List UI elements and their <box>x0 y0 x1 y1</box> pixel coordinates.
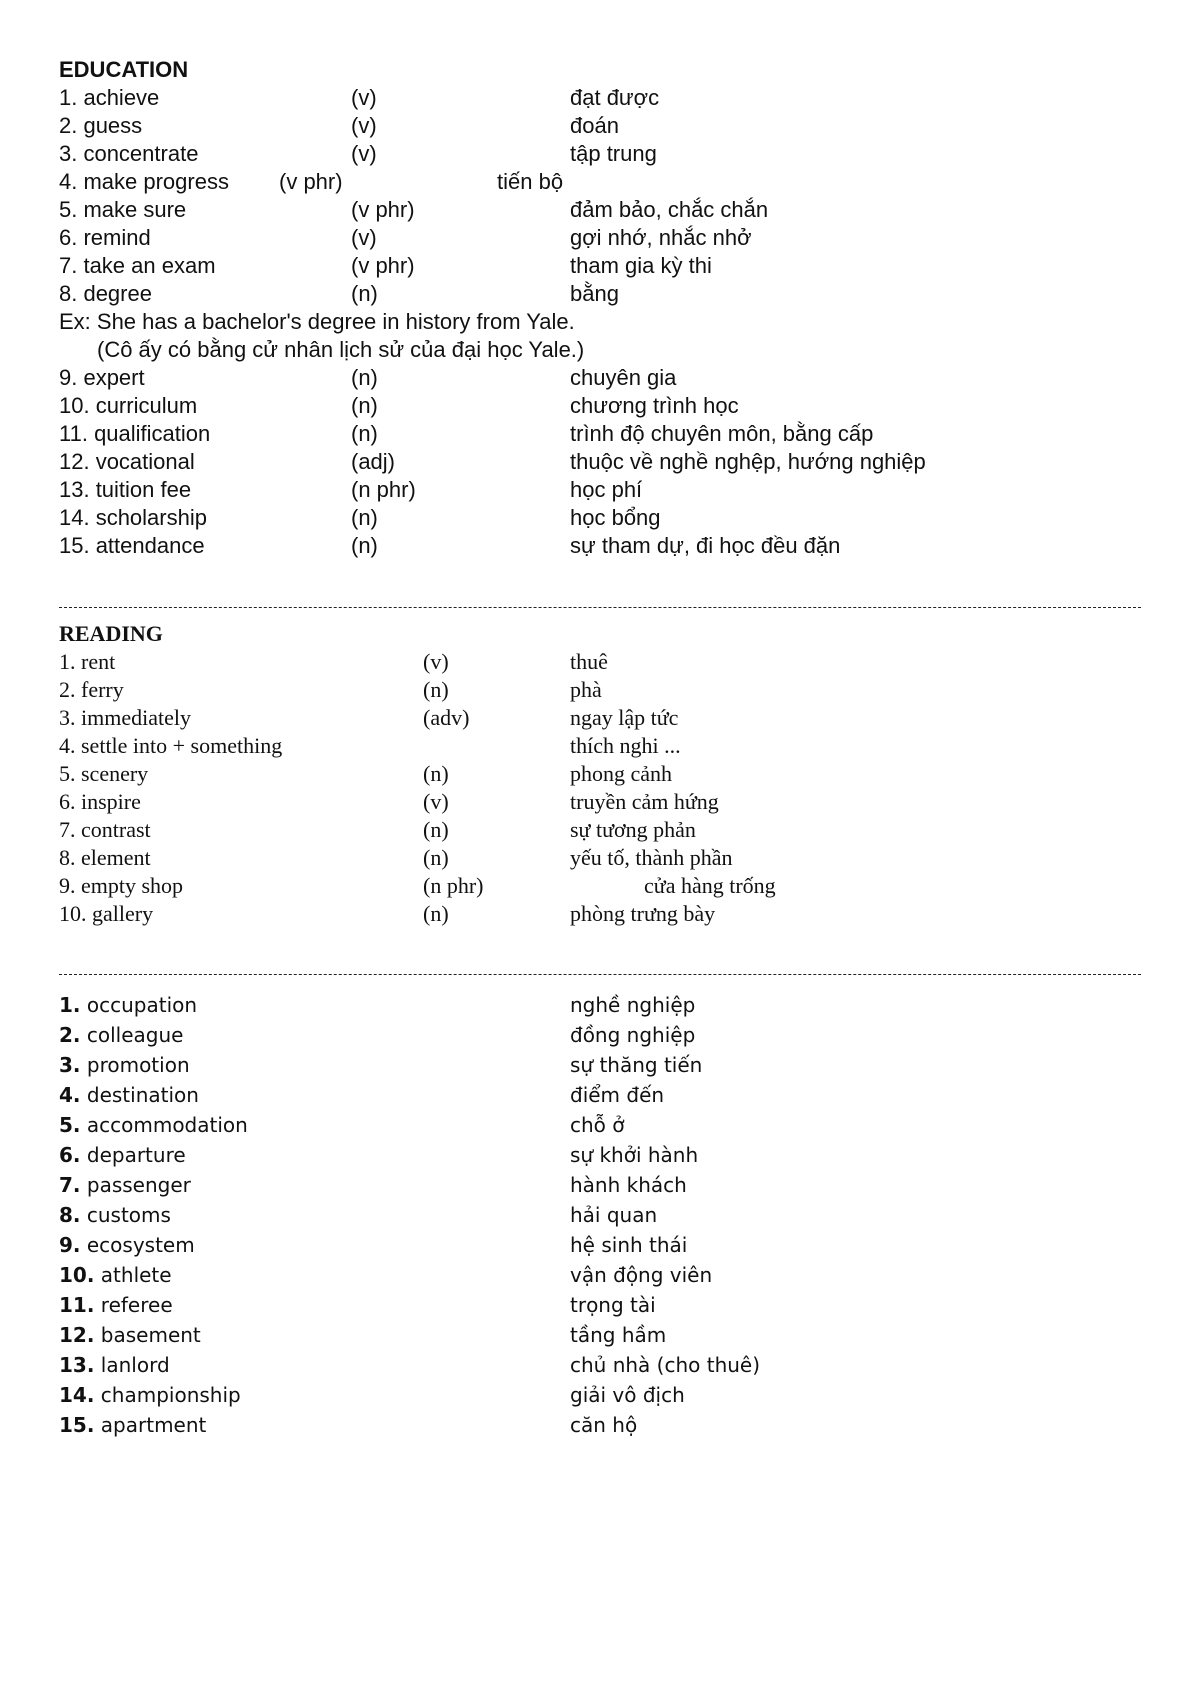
vocab-meaning: gợi nhớ, nhắc nhở <box>570 225 752 250</box>
item-number: 1. <box>59 993 81 1017</box>
vocab-word: 4. make progress <box>59 169 229 194</box>
vocab-word: accommodation <box>86 1113 248 1137</box>
vocab-pos: (n) <box>351 533 378 558</box>
vocab-row <box>59 476 1139 504</box>
vocab-word: 2. ferry <box>59 677 124 702</box>
vocab-pos: (v phr) <box>279 169 343 194</box>
vocab-row <box>59 676 1139 704</box>
vocab-word: 6. inspire <box>59 789 141 814</box>
vocab-pos: (v) <box>351 85 377 110</box>
vocab-meaning: đạt được <box>570 85 660 110</box>
vocab-meaning: nghề nghiệp <box>570 993 696 1017</box>
vocab-row <box>59 112 1139 140</box>
vocab-row <box>59 532 1139 560</box>
vocab-meaning: điểm đến <box>570 1083 665 1107</box>
education-section <box>59 56 1139 560</box>
vocab-word: 2. guess <box>59 113 143 138</box>
item-number: 13. <box>59 1353 95 1377</box>
vocab-meaning: đồng nghiệp <box>570 1023 696 1047</box>
vocab-word: passenger <box>86 1173 191 1197</box>
vocab-meaning: trình độ chuyên môn, bằng cấp <box>570 421 874 446</box>
vocab-row <box>59 1320 1139 1350</box>
vocab-pos: (v phr) <box>351 253 415 278</box>
vocab-pos: (v phr) <box>351 197 415 222</box>
vocab-row <box>59 732 1139 760</box>
vocab-word: 1. rent <box>59 649 116 674</box>
vocab-pos: (v) <box>351 113 377 138</box>
vocab-pos: (n) <box>351 393 378 418</box>
vocab-pos: (adj) <box>351 449 396 474</box>
vocab-meaning: tập trung <box>570 141 657 166</box>
vocab-pos: (n phr) <box>351 477 416 502</box>
vocab-meaning: chương trình học <box>570 393 739 418</box>
vocab-meaning: giải vô địch <box>570 1383 685 1407</box>
reading-title: READING <box>59 621 163 646</box>
vocab-pos: (n) <box>351 281 378 306</box>
vocab-row <box>59 84 1139 112</box>
vocab-meaning: thuê <box>570 649 608 674</box>
vocab-meaning: tiến bộ <box>497 169 564 194</box>
vocab-word: 9. expert <box>59 365 145 390</box>
vocab-word: 11. qualification <box>59 421 211 446</box>
vocab-meaning: học phí <box>570 477 643 502</box>
vocab-meaning: thích nghi ... <box>570 733 681 758</box>
vocab-row <box>59 1080 1139 1110</box>
vocab-row <box>59 816 1139 844</box>
vocab-word: 8. element <box>59 845 151 870</box>
vocab-row <box>59 224 1139 252</box>
vocab-row <box>59 1380 1139 1410</box>
vocab-meaning: căn hộ <box>570 1413 638 1437</box>
vocab-word: colleague <box>86 1023 184 1047</box>
item-number: 7. <box>59 1173 81 1197</box>
vocab-row <box>59 760 1139 788</box>
vocab-row <box>59 1140 1139 1170</box>
vocab-row <box>59 788 1139 816</box>
vocab-pos: (v) <box>351 225 377 250</box>
vocab-row <box>59 420 1139 448</box>
vocab-word: lanlord <box>100 1353 170 1377</box>
item-number: 6. <box>59 1143 81 1167</box>
vocab-row <box>59 704 1139 732</box>
vocab-word: destination <box>86 1083 199 1107</box>
vocab-pos: (v) <box>351 141 377 166</box>
vocab-meaning: truyền cảm hứng <box>570 789 719 814</box>
vocab-word: 15. attendance <box>59 533 205 558</box>
vocab-pos: (n phr) <box>423 873 484 898</box>
vocab-row <box>59 648 1139 676</box>
vocab-meaning: tham gia kỳ thi <box>570 253 712 278</box>
vocab-row <box>59 1230 1139 1260</box>
vocab-word: customs <box>86 1203 171 1227</box>
vocab-meaning: đoán <box>570 113 619 138</box>
vocab-word: 3. immediately <box>59 705 191 730</box>
vocab-word: occupation <box>86 993 198 1017</box>
vocab-pos: (n) <box>423 845 449 870</box>
vocab-row <box>59 1020 1139 1050</box>
vocab-meaning: chuyên gia <box>570 365 677 390</box>
vocab-word: basement <box>100 1323 201 1347</box>
vocab-meaning: bằng <box>570 281 619 306</box>
vocab-word: 7. contrast <box>59 817 151 842</box>
vocab-meaning: phòng trưng bày <box>570 901 716 926</box>
vocab-word: 4. settle into + something <box>59 733 283 758</box>
vocab-meaning: sự tương phản <box>570 817 696 842</box>
vocab-row <box>59 990 1139 1020</box>
item-number: 10. <box>59 1263 95 1287</box>
example-translation: (Cô ấy có bằng cử nhân lịch sử của đại học Yale.) <box>97 337 585 362</box>
vocab-row <box>59 1050 1139 1080</box>
vocab-pos: (n) <box>351 365 378 390</box>
vocab-word: 5. scenery <box>59 761 149 786</box>
item-number: 14. <box>59 1383 95 1407</box>
vocab-row <box>59 1110 1139 1140</box>
vocab-meaning: sự thăng tiến <box>570 1053 703 1077</box>
vocab-meaning: phà <box>570 677 602 702</box>
vocab-meaning: sự tham dự, đi học đều đặn <box>570 533 841 558</box>
vocab-row <box>59 448 1139 476</box>
vocab-pos: (n) <box>351 505 378 530</box>
vocab-pos: (n) <box>351 421 378 446</box>
vocab-word: apartment <box>100 1413 207 1437</box>
vocab-row <box>59 1350 1139 1380</box>
vocab-meaning: tầng hầm <box>570 1323 667 1347</box>
example-sentence: Ex: She has a bachelor's degree in history from Yale. <box>59 309 575 334</box>
vocab-row <box>59 392 1139 420</box>
vocab-word: 3. concentrate <box>59 141 199 166</box>
vocab-word: 6. remind <box>59 225 151 250</box>
reading-section <box>59 620 1139 928</box>
vocab-pos: (v) <box>423 649 449 674</box>
vocab-word: 10. gallery <box>59 901 154 926</box>
item-number: 5. <box>59 1113 81 1137</box>
vocab-meaning: chỗ ở <box>570 1113 625 1137</box>
education-title: EDUCATION <box>59 57 189 82</box>
vocab-row <box>59 1410 1139 1440</box>
vocab-meaning: đảm bảo, chắc chắn <box>570 197 769 222</box>
vocab-word: referee <box>100 1293 173 1317</box>
vocab-pos: (v) <box>423 789 449 814</box>
vocab-row <box>59 504 1139 532</box>
vocab-pos: (adv) <box>423 705 470 730</box>
vocab-row <box>59 872 1139 900</box>
vocab-word: ecosystem <box>86 1233 195 1257</box>
vocab-row <box>59 900 1139 928</box>
vocab-meaning: ngay lập tức <box>570 705 679 730</box>
vocab-word: 1. achieve <box>59 85 160 110</box>
vocab-meaning: yếu tố, thành phần <box>570 845 733 870</box>
vocab-row <box>59 364 1139 392</box>
section-divider <box>59 974 1141 975</box>
item-number: 3. <box>59 1053 81 1077</box>
vocab-row <box>59 280 1139 308</box>
vocab-row <box>59 844 1139 872</box>
vocab-meaning: chủ nhà (cho thuê) <box>570 1353 761 1377</box>
item-number: 15. <box>59 1413 95 1437</box>
vocab-word: 7. take an exam <box>59 253 216 278</box>
vocab-row <box>59 140 1139 168</box>
vocab-word: 13. tuition fee <box>59 477 192 502</box>
item-number: 4. <box>59 1083 81 1107</box>
vocab-row <box>59 1170 1139 1200</box>
item-number: 8. <box>59 1203 81 1227</box>
vocab-row <box>59 1200 1139 1230</box>
vocab-pos: (n) <box>423 761 449 786</box>
item-number: 9. <box>59 1233 81 1257</box>
vocab-meaning: trọng tài <box>570 1293 656 1317</box>
vocab-row <box>59 168 1139 196</box>
vocab-meaning: cửa hàng trống <box>644 873 776 898</box>
vocab-word: promotion <box>86 1053 190 1077</box>
vocab-pos: (n) <box>423 901 449 926</box>
vocab-word: 8. degree <box>59 281 152 306</box>
vocab-word: championship <box>100 1383 241 1407</box>
vocab-meaning: hải quan <box>570 1203 658 1227</box>
vocabulary-section <box>59 990 1139 1440</box>
vocab-meaning: hành khách <box>570 1173 687 1197</box>
vocab-word: departure <box>86 1143 186 1167</box>
item-number: 2. <box>59 1023 81 1047</box>
vocab-row <box>59 1290 1139 1320</box>
vocab-row <box>59 196 1139 224</box>
vocab-pos: (n) <box>423 817 449 842</box>
vocab-meaning: sự khởi hành <box>570 1143 699 1167</box>
vocab-meaning: phong cảnh <box>570 761 673 786</box>
vocab-word: 12. vocational <box>59 449 195 474</box>
vocab-word: 10. curriculum <box>59 393 198 418</box>
vocab-meaning: vận động viên <box>570 1263 713 1287</box>
vocab-word: 14. scholarship <box>59 505 207 530</box>
vocab-word: 5. make sure <box>59 197 187 222</box>
item-number: 11. <box>59 1293 95 1317</box>
vocab-row <box>59 1260 1139 1290</box>
item-number: 12. <box>59 1323 95 1347</box>
vocab-word: athlete <box>100 1263 172 1287</box>
vocab-meaning: hệ sinh thái <box>570 1233 688 1257</box>
vocab-pos: (n) <box>423 677 449 702</box>
vocab-word: 9. empty shop <box>59 873 184 898</box>
section-divider <box>59 607 1141 608</box>
vocab-meaning: thuộc về nghề nghệp, hướng nghiệp <box>570 449 926 474</box>
vocab-row <box>59 252 1139 280</box>
vocab-meaning: học bổng <box>570 505 661 530</box>
